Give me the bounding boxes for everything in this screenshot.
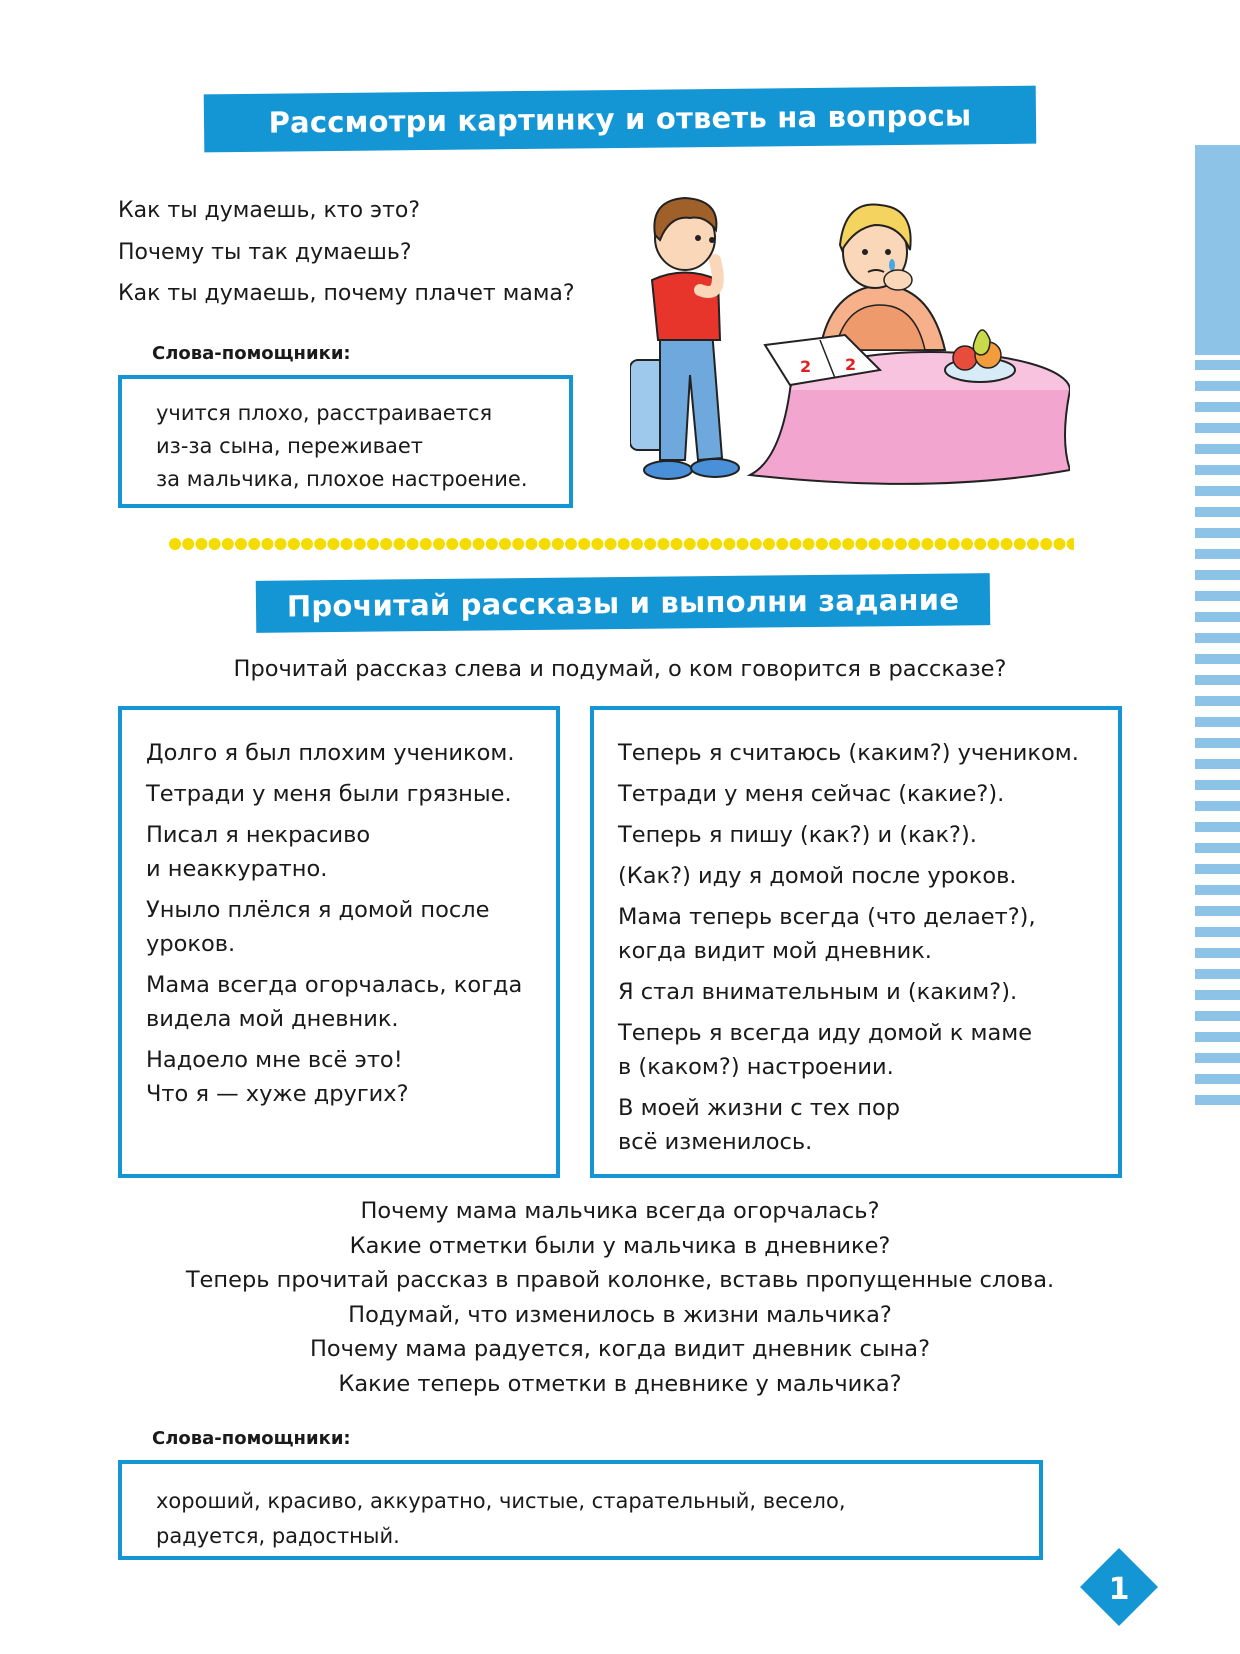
stripe-band (1195, 633, 1240, 643)
stripe-band (1195, 444, 1240, 454)
separator-dot (459, 538, 471, 550)
separator-dot (248, 538, 260, 550)
separator-dot (671, 538, 683, 550)
stripe-band (1195, 1032, 1240, 1042)
stripe-band (1195, 423, 1240, 433)
separator-dot (367, 538, 379, 550)
helpers-title-2: Слова-помощники: (152, 1428, 351, 1449)
separator-dot (1067, 538, 1074, 550)
section2-title: Прочитай рассказы и выполни задание (256, 573, 991, 633)
boy-and-mother-illustration (630, 190, 1070, 505)
separator-dot (908, 538, 920, 550)
separator-dot (169, 538, 181, 550)
story-line: Теперь я всегда иду домой к маме (618, 1020, 1033, 1046)
separator-dot (750, 538, 762, 550)
stripe-band (1195, 948, 1240, 958)
separator-dot (182, 538, 194, 550)
separator-dot (525, 538, 537, 550)
story-line: Тетради у меня сейчас (какие?). (618, 781, 1005, 807)
story-line: уроков. (146, 931, 236, 957)
separator-dot (921, 538, 933, 550)
separator-dot (987, 538, 999, 550)
separator-dot (697, 538, 709, 550)
left-story-box (118, 706, 560, 1178)
separator-dot (657, 538, 669, 550)
story-line: Теперь я считаюсь (каким?) учеником. (618, 740, 1079, 766)
stripe-band (1195, 990, 1240, 1000)
separator-dot (552, 538, 564, 550)
separator-dot (789, 538, 801, 550)
story-line: видела мой дневник. (146, 1006, 399, 1032)
separator-dot (486, 538, 498, 550)
question-2-5: Почему мама радуется, когда видит дневник сына? (309, 1336, 931, 1362)
stripe-band (1195, 864, 1240, 874)
separator-dot (235, 538, 247, 550)
separator-dot (948, 538, 960, 550)
separator-dot (882, 538, 894, 550)
question-2-6: Какие теперь отметки в дневнике у мальчика? (338, 1370, 902, 1397)
separator-dot (776, 538, 788, 550)
question-1: Как ты думаешь, кто это? (118, 198, 421, 223)
stripe-band (1195, 927, 1240, 937)
helpers-line: учится плохо, расстраивается (156, 401, 493, 425)
separator-dot (446, 538, 458, 550)
helpers-title-1: Слова-помощники: (152, 343, 351, 364)
separator-dot (723, 538, 735, 550)
separator-dot (209, 538, 221, 550)
story-line: Долго я был плохим учеником. (146, 740, 515, 766)
separator-dot (222, 538, 234, 550)
separator-dot (737, 538, 749, 550)
page-number-badge (1078, 1546, 1160, 1628)
separator-dot (565, 538, 577, 550)
stripe-band (1195, 843, 1240, 853)
stripe-band (1195, 549, 1240, 559)
question-2: Почему ты так думаешь? (118, 240, 412, 265)
story-line: Уныло плёлся я домой после (146, 897, 490, 923)
separator-dot (578, 538, 590, 550)
story-line: всё изменилось. (618, 1129, 813, 1155)
separator-dot (393, 538, 405, 550)
stripe-band (1195, 696, 1240, 706)
separator-dot (631, 538, 643, 550)
separator-dot (407, 538, 419, 550)
stripe-band (1195, 969, 1240, 979)
separator-dot (354, 538, 366, 550)
story-line: Тетради у меня были грязные. (146, 781, 512, 807)
diary-mark-2: 2 (845, 355, 857, 374)
separator-dot (1001, 538, 1013, 550)
separator-dot (644, 538, 656, 550)
story-line: Мама теперь всегда (что делает?), (618, 904, 1036, 930)
separator-dot (829, 538, 841, 550)
separator-dot (195, 538, 207, 550)
helpers-line: из-за сына, переживает (156, 434, 424, 458)
stripe-band (1195, 612, 1240, 622)
separator-dot (842, 538, 854, 550)
stripe-band (1195, 780, 1240, 790)
separator-dot (684, 538, 696, 550)
story-line: Писал я некрасиво (146, 822, 371, 848)
separator-dot (895, 538, 907, 550)
separator-dot (261, 538, 273, 550)
stripe-band (1195, 381, 1240, 391)
separator-dot (869, 538, 881, 550)
page-number: 1 (1108, 1572, 1130, 1607)
separator-dot (710, 538, 722, 550)
stripe-band (1195, 759, 1240, 769)
story-line: Теперь я пишу (как?) и (как?). (618, 822, 977, 848)
helpers-line: хороший, красиво, аккуратно, чистые, старательный, весело, (156, 1489, 846, 1513)
helpers-line: за мальчика, плохое настроение. (156, 467, 528, 491)
separator-dot (539, 538, 551, 550)
stripe-band (1195, 738, 1240, 748)
separator-dot (591, 538, 603, 550)
separator-dot (288, 538, 300, 550)
story-line: В моей жизни с тех пор (618, 1095, 900, 1121)
side-stripe-decoration (1195, 145, 1240, 1107)
story-line: в (каком?) настроении. (618, 1054, 894, 1080)
story-line: Что я — хуже других? (146, 1081, 409, 1107)
stripe-band (1195, 465, 1240, 475)
separator-dot (1040, 538, 1052, 550)
stripe-band (1195, 528, 1240, 538)
separator-dot (499, 538, 511, 550)
question-2-3: Теперь прочитай рассказ в правой колонке, вставь пропущенные слова. (185, 1267, 1055, 1293)
separator-dot (1014, 538, 1026, 550)
story-line: Надоело мне всё это! (146, 1047, 403, 1073)
story-line: Мама всегда огорчалась, когда (146, 972, 523, 998)
separator-dot (512, 538, 524, 550)
separator-dot (1053, 538, 1065, 550)
stripe-band (1195, 570, 1240, 580)
separator-dot (855, 538, 867, 550)
helpers-line: радуется, радостный. (156, 1524, 400, 1548)
stripe-band (1195, 360, 1240, 370)
diary-mark-1: 2 (800, 357, 812, 376)
helpers-box-2 (118, 1460, 1043, 1560)
question-2-4: Подумай, что изменилось в жизни мальчика? (348, 1301, 892, 1328)
separator-dot (605, 538, 617, 550)
separator-dot (935, 538, 947, 550)
stripe-band (1195, 507, 1240, 517)
story-line: (Как?) иду я домой после уроков. (618, 863, 1017, 889)
separator-dot (473, 538, 485, 550)
separator-dot (301, 538, 313, 550)
story-line: когда видит мой дневник. (618, 938, 932, 964)
separator-dot (974, 538, 986, 550)
story-line: и неаккуратно. (146, 856, 328, 882)
stripe-band (1195, 717, 1240, 727)
stripe-band (1195, 1011, 1240, 1021)
separator-dot (314, 538, 326, 550)
stripe-band (1195, 906, 1240, 916)
separator-dot (341, 538, 353, 550)
separator-dot (961, 538, 973, 550)
section1-title: Рассмотри картинку и ответь на вопросы (204, 86, 1037, 153)
stripe-band (1195, 1095, 1240, 1105)
story-line: Я стал внимательным и (каким?). (618, 979, 1018, 1005)
stripe-band (1195, 885, 1240, 895)
separator-dot (275, 538, 287, 550)
stripe-band (1195, 486, 1240, 496)
right-story-box (590, 706, 1122, 1178)
separator-dot (380, 538, 392, 550)
stripe-band (1195, 1074, 1240, 1084)
separator-dot (763, 538, 775, 550)
separator-dot (433, 538, 445, 550)
separator-dot (803, 538, 815, 550)
separator-dot (618, 538, 630, 550)
separator-dot (816, 538, 828, 550)
separator-dot (327, 538, 339, 550)
stripe-band (1195, 801, 1240, 811)
separator-dot (420, 538, 432, 550)
helpers-box-1 (118, 375, 573, 508)
stripe-band (1195, 591, 1240, 601)
dotted-separator (168, 537, 1074, 551)
stripe-band (1195, 822, 1240, 832)
section2-instruction: Прочитай рассказ слева и подумай, о ком говорится в рассказе? (233, 656, 1007, 682)
stripe-band (1195, 1053, 1240, 1063)
stripe-band (1195, 402, 1240, 412)
question-2-2: Какие отметки были у мальчика в дневнике? (349, 1232, 891, 1259)
separator-dot (1027, 538, 1039, 550)
question-2-1: Почему мама мальчика всегда огорчалась? (360, 1198, 880, 1224)
question-3: Как ты думаешь, почему плачет мама? (118, 281, 575, 306)
